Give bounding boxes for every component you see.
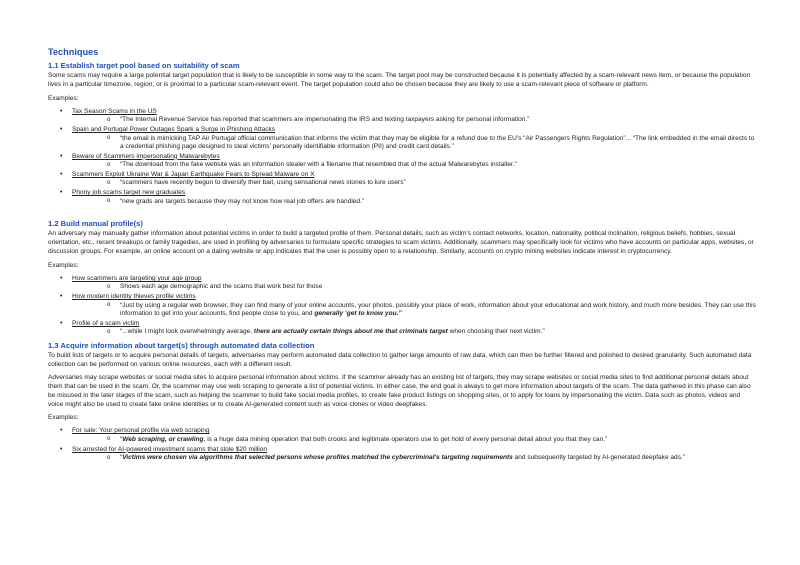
quote-open: “ [120,454,123,462]
example-quote [72,328,756,337]
quote-emphasis: generally ‘get to know you.’ [314,310,401,318]
list-item [48,320,756,337]
section-1-2-body: An adversary may manually gather information about potential victims in order to build a targeted profile of them. Personal details, such as victim's contact networks, location, nationality, political inclination, religious beliefs, hobbies, sexual orientation, etc., recent breakups or family tragedies, are used in profiling by adversaries to formulate specific strategies to scam victims. Additionally, scammers may specifically look for victims who have accounts on particular apps, websites, or discussion groups. For example, an online account on a dating website or app indicates that the user is possibly open to a relationship. Similarly, accounts on crypto mining websites indicate interest in cryptocurrency. [48,230,754,256]
quote-tail: , is a huge data mining operation that both crooks and legitimate operators use to get hold of every personal detail about you that they can.” [203,435,608,443]
example-link[interactable]: For sale: Your personal profile via web scraping [72,427,210,435]
section-1-3-examples-list [48,427,756,462]
quote-text: “...while I might look overwhelmingly average, [120,328,254,336]
quote-text: “Just by using a regular web browser, they can find many of your online accounts, your photos, possibly your place of work, information about your educational and work history, and much more besides. They can use this information to get into your accounts, find people close to you, and [120,301,756,318]
section-1-1-body: Some scams may require a large potential target population that is likely to be susceptible in some way to the scam. The target pool may be constructed because it is potentially affected by a scam-relevant news item, or because the population lives in a particular timezone, region, or is proximal to a particular scam-relevant event. The target population could also be chosen because they are likely to use a scam-relevant piece of software or platform. [48,72,751,88]
example-link[interactable]: Beware of Scammers impersonating Malwarebytes [72,152,220,160]
example-quote [72,436,756,445]
example-link[interactable]: Tax Season Scams in the US [72,107,157,115]
list-item [48,108,756,125]
quote-emphasis: Victims were chosen via algorithms that selected persons whose profiles matched the cybercriminal's targeting requirements [122,454,513,462]
example-quote: o “The Internal Revenue Service has reported that scammers are impersonating the IRS and texting taxpayers asking for personal information.” [72,116,756,125]
list-item [48,153,756,170]
example-quote: o “The download from the fake website was an information stealer with a filename that resembled that of the actual Malwarebytes installer.” [72,161,756,170]
section-1-1-title: 1.1 Establish target pool based on suitability of scam [48,61,240,70]
techniques-heading: Techniques [48,47,99,57]
section-1-1-examples-label: Examples: [48,94,79,102]
example-quote [72,302,756,319]
example-quote [72,454,756,463]
quote-emphasis: there are actually certain things about me that criminals target [253,328,448,336]
section-1-3 [48,341,756,463]
list-item [48,446,756,463]
section-1-1-examples-list [48,108,756,207]
quote-tail: ” [400,310,403,318]
example-quote: o “new grads are targets because they may not know how real job offers are handled.” [72,198,756,207]
section-1-1 [48,61,756,206]
example-link[interactable]: Scammers Exploit Ukraine War & Japan Earthquake Fears to Spread Malware on X [72,170,315,178]
section-1-2-examples-label: Examples: [48,261,79,269]
quote-tail: when choosing their next victim.” [447,328,545,336]
example-text: o Shows each age demographic and the scams that work best for those [72,283,756,292]
section-1-2-title: 1.2 Build manual profile(s) [48,219,143,229]
quote-open: “ [120,435,123,443]
example-link[interactable]: Phony job scams target new graduates [72,189,186,197]
section-1-2-examples-list [48,275,756,337]
example-quote: o “the email is mimicking TAP Air Portugal official communication that informs the victim that they may be eligible for a refund due to the EU’s “Air Passengers Rights Regulation”... “The link embedded in the email directs to a credential phishing page designed to steal victims’ personally identifiable information (PII) and credit card details.” [72,135,756,152]
list-item [48,293,756,319]
list-item [48,427,756,444]
list-item [48,171,756,188]
list-item [48,189,756,206]
quote-emphasis: Web scraping, or crawling [122,435,204,443]
section-1-3-body-1: To build lists of targets or to acquire personal details of targets, adversaries may perform automated data collection to gather large amounts of raw data, which can then be further filtered and polished to desired granularity. Such automated data collection can be performed on various online resources, each with a different result. [48,352,752,368]
example-link[interactable]: How modern identity thieves profile victims [72,293,196,301]
section-1-3-body-2: Adversaries may scrape websites or social media sites to acquire personal information about victims. If the scammer already has an existing list of targets, they may scrape websites or social media sites to find additional personal details about them that can be used in the scam. Or, the scammer may use web scraping to generate a list of potential victims. In either case, the end goal is always to get more information about targets of the scam. The data gathered in this phase can also be misused in the later stages of the scam, such as helping the scammer to build fake social media profiles, to create fake product listings on shopping sites, or to apply for loans by impersonating the victim. Data such as photos, videos and voice might also be used to create fake online identities or to create AI-generated content such as voice clones or video deepfakes. [48,373,751,408]
example-quote: o “scammers have recently begun to diversify their bait, using sensational news stories to lure users” [72,179,756,188]
example-link[interactable]: Six arrested for AI-powered investment scams that stole $20 million [72,445,268,453]
section-1-3-examples-label: Examples: [48,414,79,422]
list-item [48,275,756,292]
example-link[interactable]: Spain and Portugal Power Outages Spark a Surge in Phishing Attacks [72,125,276,133]
section-1-3-title: 1.3 Acquire information about target(s) through automated data collection [48,341,315,351]
document-page [48,47,756,464]
list-item [48,126,756,152]
example-link[interactable]: Profile of a scam victim [72,319,140,327]
example-link[interactable]: How scammers are targeting your age group [72,274,202,282]
section-1-2 [48,219,756,337]
quote-tail: and subsequently targeted by AI-generated deepfake ads.” [512,454,685,462]
